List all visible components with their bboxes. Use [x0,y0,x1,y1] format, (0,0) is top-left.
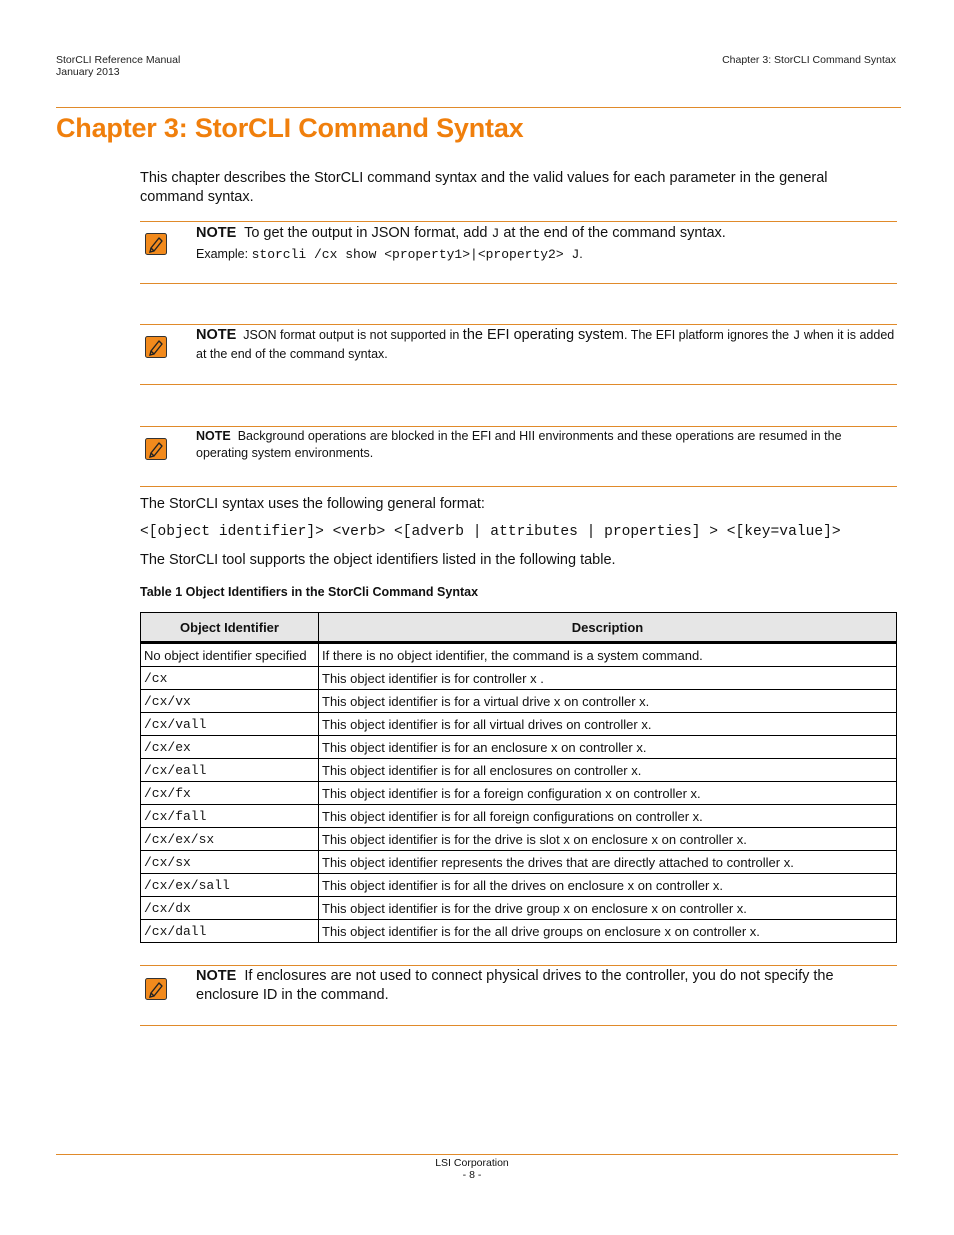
note-pencil-icon [145,438,167,460]
note2-bottom-rule [140,384,897,385]
note2-text-big: the EFI operating system [462,327,624,343]
identifier-cell: /cx [141,667,319,690]
description-cell: This object identifier is for a virtual drive x on controller x. [319,690,897,713]
note4-body: If enclosures are not used to connect physical drives to the controller, you do not specify the enclosure ID in the command. [196,968,834,1003]
note3-body: Background operations are blocked in the EFI and HII environments and these operations are resumed in the operating system environments. [196,429,842,460]
description-cell: This object identifier is for all enclosures on controller x. [319,759,897,782]
table-row [141,667,897,690]
table-row [141,920,897,943]
note4-label: NOTE [196,968,237,984]
footer-page-number: - 8 - [462,1169,482,1181]
identifier-cell: /cx/ex/sx [141,828,319,851]
description-cell: This object identifier is for the drive is slot x on enclosure x on controller x. [319,828,897,851]
identifier-cell: /cx/dall [141,920,319,943]
note4-bottom-rule [140,1025,897,1026]
identifier-cell: /cx/vx [141,690,319,713]
note3-top-rule [140,426,897,427]
note3-bottom-rule [140,486,897,487]
description-cell: This object identifier is for the all drive groups on enclosure x on controller x. [319,920,897,943]
table-intro: The StorCLI tool supports the object identifiers listed in the following table. [140,552,616,568]
note1-text-a: To get the output in JSON format, add [244,225,492,241]
table-row [141,828,897,851]
note2-code: J [792,328,801,343]
description-cell: This object identifier is for a foreign configuration x on controller x. [319,782,897,805]
identifier-cell: /cx/fall [141,805,319,828]
header-chapter: Chapter 3: StorCLI Command Syntax [722,54,896,66]
footer-company: LSI Corporation [435,1157,509,1169]
note-pencil-icon [145,978,167,1000]
footer-divider [56,1154,898,1155]
note3-text [196,428,896,462]
note-pencil-icon [145,336,167,358]
identifier-cell: /cx/ex/sall [141,874,319,897]
note2-text [196,326,896,364]
note3-label: NOTE [196,429,231,443]
identifier-cell: /cx/sx [141,851,319,874]
note1-example [196,246,896,263]
table-row [141,713,897,736]
description-cell: This object identifier is for controller x . [319,667,897,690]
table-row [141,874,897,897]
table-header-row [141,613,897,643]
note-pencil-icon [145,233,167,255]
table-caption: Table 1 Object Identifiers in the StorCli Command Syntax [140,585,479,599]
header-date: January 2013 [56,66,120,78]
header-manual-title: StorCLI Reference Manual [56,54,181,66]
header-description: Description [319,613,897,643]
description-cell: If there is no object identifier, the command is a system command. [319,643,897,667]
table-row [141,736,897,759]
note2-text-a: JSON format output is not supported in [243,328,463,342]
description-cell: This object identifier is for the drive group x on enclosure x on controller x. [319,897,897,920]
table-row [141,851,897,874]
table-row [141,805,897,828]
table-row [141,897,897,920]
note1-example-end: . [579,247,583,261]
note1-text-b: at the end of the command syntax. [499,225,726,241]
description-cell: This object identifier is for all virtual drives on controller x. [319,713,897,736]
note1-text [196,224,896,243]
identifier-cell: /cx/eall [141,759,319,782]
object-identifier-table [140,612,897,943]
note1-bottom-rule [140,283,897,284]
identifier-cell: /cx/ex [141,736,319,759]
note1-code: J [491,226,500,241]
table-row [141,759,897,782]
note1-example-label: Example: [196,247,252,261]
syntax-intro: The StorCLI syntax uses the following general format: [140,496,485,512]
header-object-identifier: Object Identifier [141,613,319,643]
note2-top-rule [140,324,897,325]
identifier-cell: /cx/fx [141,782,319,805]
description-cell: This object identifier is for all foreign configurations on controller x. [319,805,897,828]
table-row [141,782,897,805]
note1-example-code: storcli /cx show <property1>|<property2> J [251,247,580,262]
intro-paragraph: This chapter describes the StorCLI command syntax and the valid values for each parameter in the general command syntax. [140,170,828,205]
note4-text [196,967,896,1005]
note4-top-rule [140,965,897,966]
description-cell: This object identifier is for all the drives on enclosure x on controller x. [319,874,897,897]
identifier-cell: /cx/dx [141,897,319,920]
syntax-format: <[object identifier]> <verb> <[adverb | attributes | properties] > <[key=value]> [140,524,841,540]
note1-top-rule [140,221,897,222]
table-row [141,643,897,667]
description-cell: This object identifier represents the drives that are directly attached to controller x. [319,851,897,874]
note2-text-c: when it is added at the end of the command syntax. [196,328,895,361]
header-divider [56,107,901,108]
table-row [141,690,897,713]
page-title: Chapter 3: StorCLI Command Syntax [56,113,524,143]
identifier-cell: /cx/vall [141,713,319,736]
description-cell: This object identifier is for an enclosure x on controller x. [319,736,897,759]
note1-label: NOTE [196,225,237,241]
note2-text-b: . The EFI platform ignores the [623,328,793,342]
identifier-cell: No object identifier specified [141,643,319,667]
note2-label: NOTE [196,327,237,343]
